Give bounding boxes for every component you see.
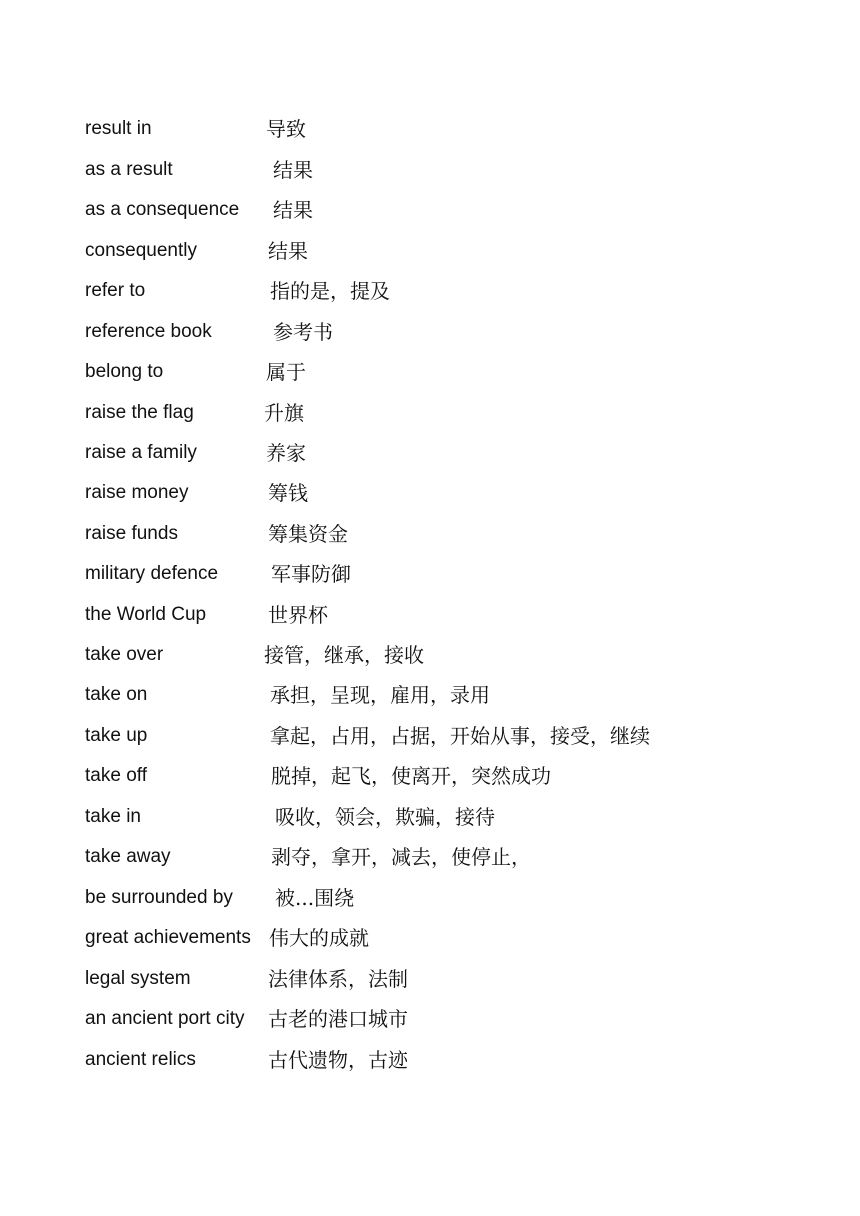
chinese-meaning: 古代遗物，古迹 xyxy=(268,1048,408,1072)
vocab-row xyxy=(85,802,785,832)
chinese-meaning: 结果 xyxy=(273,198,313,222)
vocab-row xyxy=(85,398,785,428)
vocab-row xyxy=(85,559,785,589)
vocab-row xyxy=(85,923,785,953)
vocab-row xyxy=(85,276,785,306)
chinese-meaning: 拿起，占用，占据，开始从事，接受，继续 xyxy=(270,724,650,748)
english-term: take up xyxy=(85,725,148,746)
chinese-meaning: 军事防御 xyxy=(271,562,351,586)
english-term: as a result xyxy=(85,159,173,180)
english-term: belong to xyxy=(85,361,164,382)
english-term: military defence xyxy=(85,563,219,584)
chinese-meaning: 脱掉，起飞，使离开，突然成功 xyxy=(271,764,551,788)
chinese-meaning: 古老的港口城市 xyxy=(268,1007,408,1031)
vocab-row xyxy=(85,236,785,266)
chinese-meaning: 法律体系，法制 xyxy=(268,967,408,991)
english-term: the World Cup xyxy=(85,604,207,625)
chinese-meaning: 伟大的成就 xyxy=(269,926,369,950)
chinese-meaning: 世界杯 xyxy=(268,603,328,627)
english-term: raise funds xyxy=(85,523,178,544)
vocab-row xyxy=(85,680,785,710)
chinese-meaning: 升旗 xyxy=(264,401,304,425)
english-term: take away xyxy=(85,846,171,867)
chinese-meaning: 结果 xyxy=(273,158,313,182)
vocab-row xyxy=(85,721,785,751)
english-term: refer to xyxy=(85,280,146,301)
chinese-meaning: 参考书 xyxy=(273,320,333,344)
vocab-row xyxy=(85,883,785,913)
english-term: as a consequence xyxy=(85,199,240,220)
english-term: consequently xyxy=(85,240,197,261)
chinese-meaning: 指的是，提及 xyxy=(270,279,390,303)
chinese-meaning: 被...围绕 xyxy=(275,886,355,910)
vocab-row xyxy=(85,195,785,225)
english-term: take over xyxy=(85,644,164,665)
chinese-meaning: 导致 xyxy=(266,117,306,141)
english-term: be surrounded by xyxy=(85,887,233,908)
chinese-meaning: 养家 xyxy=(266,441,306,465)
vocab-row xyxy=(85,317,785,347)
chinese-meaning: 吸收，领会，欺骗，接待 xyxy=(275,805,495,829)
vocab-row xyxy=(85,964,785,994)
chinese-meaning: 属于 xyxy=(266,360,306,384)
vocab-row xyxy=(85,155,785,185)
vocab-row xyxy=(85,1004,785,1034)
chinese-meaning: 筹钱 xyxy=(268,481,308,505)
vocab-row xyxy=(85,842,785,872)
vocab-row xyxy=(85,114,785,144)
vocab-row xyxy=(85,438,785,468)
vocab-row xyxy=(85,600,785,630)
chinese-meaning: 结果 xyxy=(268,239,308,263)
vocab-row xyxy=(85,1045,785,1075)
english-term: result in xyxy=(85,118,152,139)
english-term: reference book xyxy=(85,321,212,342)
vocab-row xyxy=(85,357,785,387)
english-term: great achievements xyxy=(85,927,251,948)
english-term: ancient relics xyxy=(85,1049,196,1070)
english-term: take on xyxy=(85,684,148,705)
vocab-row xyxy=(85,761,785,791)
chinese-meaning: 接管，继承，接收 xyxy=(264,643,424,667)
chinese-meaning: 筹集资金 xyxy=(268,522,348,546)
vocab-row xyxy=(85,640,785,670)
english-term: raise a family xyxy=(85,442,197,463)
english-term: raise money xyxy=(85,482,189,503)
vocab-row xyxy=(85,478,785,508)
english-term: legal system xyxy=(85,968,191,989)
chinese-meaning: 剥夺，拿开，减去，使停止， xyxy=(271,845,531,869)
english-term: an ancient port city xyxy=(85,1008,245,1029)
chinese-meaning: 承担，呈现，雇用，录用 xyxy=(270,683,490,707)
english-term: take off xyxy=(85,765,147,786)
english-term: take in xyxy=(85,806,141,827)
vocab-row xyxy=(85,519,785,549)
english-term: raise the flag xyxy=(85,402,194,423)
